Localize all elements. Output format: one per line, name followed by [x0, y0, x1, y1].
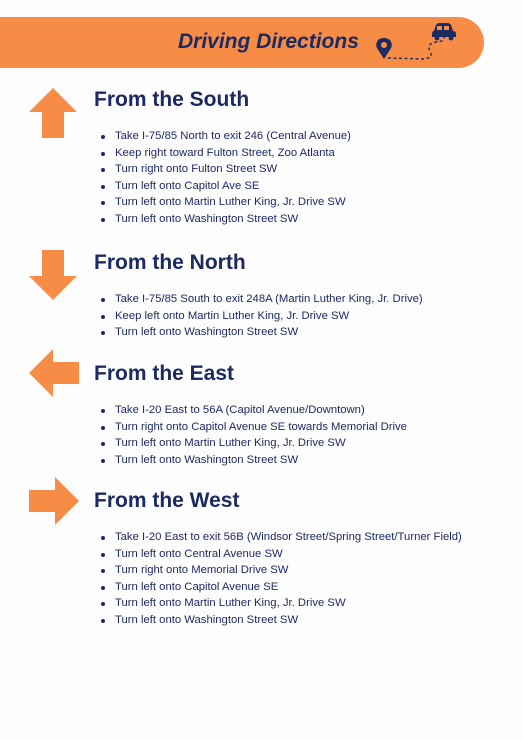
list-item: Turn left onto Washington Street SW [100, 324, 470, 341]
page-title: Driving Directions [178, 30, 359, 53]
section-heading-west: From the West [94, 489, 240, 512]
list-item: Take I-20 East to 56A (Capitol Avenue/Downtown) [100, 402, 470, 419]
bullet-icon [101, 553, 105, 557]
list-item: Take I-75/85 North to exit 246 (Central Avenue) [100, 128, 470, 145]
list-item: Take I-75/85 South to exit 248A (Martin Luther King, Jr. Drive) [100, 291, 470, 308]
list-item: Turn left onto Washington Street SW [100, 211, 470, 228]
arrow-right-icon [28, 476, 80, 526]
route-graphic [372, 18, 462, 66]
steps-list-north [100, 291, 470, 341]
list-item: Turn left onto Martin Luther King, Jr. Drive SW [100, 194, 470, 211]
list-item: Keep right toward Fulton Street, Zoo Atlanta [100, 145, 470, 162]
bullet-icon [101, 315, 105, 319]
list-item: Turn right onto Capitol Avenue SE towards Memorial Drive [100, 419, 470, 436]
list-item: Keep left onto Martin Luther King, Jr. Drive SW [100, 308, 470, 325]
bullet-icon [101, 586, 105, 590]
bullet-icon [101, 152, 105, 156]
bullet-icon [101, 459, 105, 463]
list-item: Turn left onto Martin Luther King, Jr. Drive SW [100, 595, 470, 612]
section-heading-east: From the East [94, 362, 235, 385]
list-item: Turn left onto Capitol Ave SE [100, 178, 470, 195]
bullet-icon [101, 536, 105, 540]
list-item: Turn right onto Memorial Drive SW [100, 562, 470, 579]
arrow-up-icon [28, 87, 78, 139]
list-item: Take I-20 East to exit 56B (Windsor Street/Spring Street/Turner Field) [100, 529, 465, 546]
bullet-icon [101, 409, 105, 413]
section-heading-north: From the North [94, 251, 246, 274]
steps-list-south [100, 128, 470, 227]
bullet-icon [101, 168, 105, 172]
steps-list-east [100, 402, 470, 468]
bullet-icon [101, 185, 105, 189]
bullet-icon [101, 298, 105, 302]
arrow-down-icon [28, 249, 78, 301]
list-item: Turn left onto Washington Street SW [100, 452, 470, 469]
bullet-icon [101, 135, 105, 139]
list-item: Turn left onto Capitol Avenue SE [100, 579, 470, 596]
steps-list-west [100, 529, 470, 628]
list-item: Turn left onto Washington Street SW [100, 612, 470, 629]
bullet-icon [101, 442, 105, 446]
list-item: Turn left onto Martin Luther King, Jr. Drive SW [100, 435, 470, 452]
list-item: Turn right onto Fulton Street SW [100, 161, 470, 178]
bullet-icon [101, 331, 105, 335]
bullet-icon [101, 426, 105, 430]
bullet-icon [101, 201, 105, 205]
bullet-icon [101, 218, 105, 222]
map-pin-icon [376, 38, 391, 59]
section-heading-south: From the South [94, 88, 250, 111]
arrow-left-icon [28, 348, 80, 398]
bullet-icon [101, 602, 105, 606]
list-item: Turn left onto Central Avenue SW [100, 546, 470, 563]
bullet-icon [101, 619, 105, 623]
bullet-icon [101, 569, 105, 573]
